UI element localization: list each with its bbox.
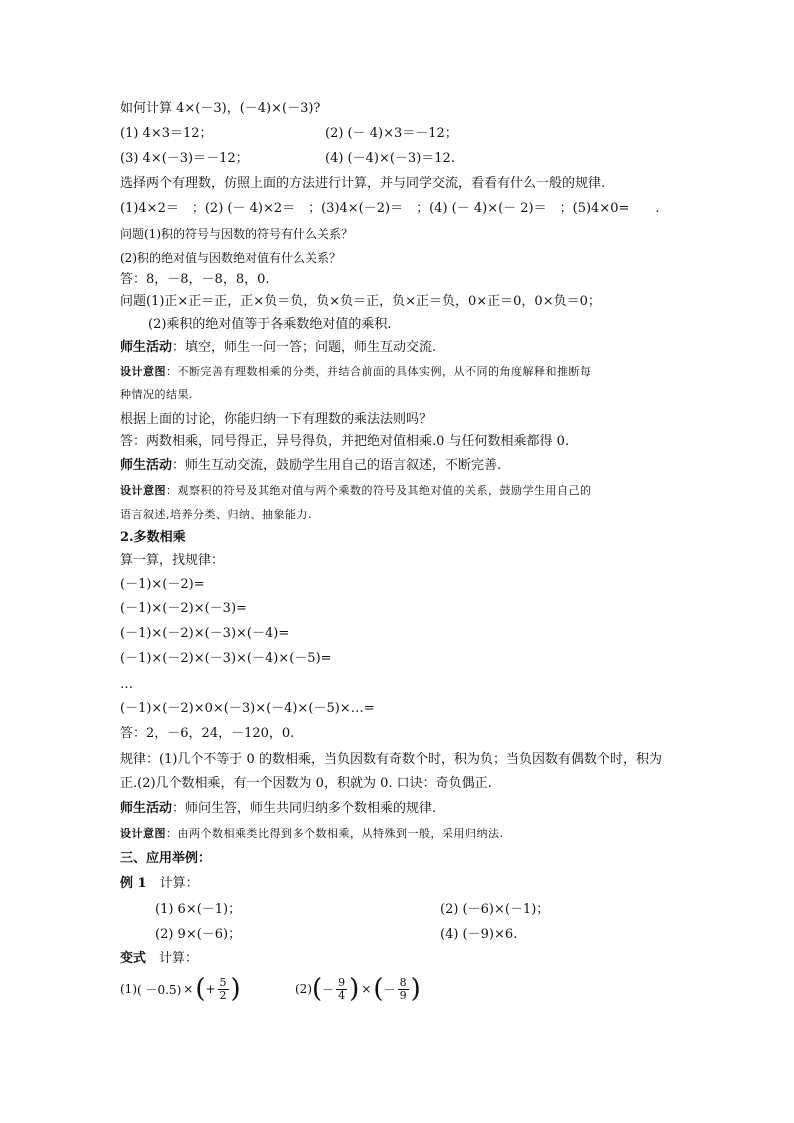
question-how-to-compute: 如何计算 4×(－3)，(－4)×(－3)? [120, 101, 321, 116]
expr-factor: ( －0.5) [137, 982, 182, 997]
numerator: 9 [338, 975, 346, 989]
teacher-student-activity-1 [120, 339, 436, 357]
example-item-1: (1) 6×(－1)； [155, 902, 242, 917]
example-item-2: (2) (－6)×(－1)； [440, 902, 550, 917]
answer-products: 答：2，－6，24，－120，0. [120, 726, 295, 741]
section-heading-application: 三、应用举例： [120, 851, 212, 866]
intent-label: 设计意图 [120, 484, 166, 497]
teacher-student-activity-2 [120, 457, 501, 475]
numerator: 8 [399, 975, 407, 989]
fraction [398, 977, 409, 1002]
left-paren: ( [195, 974, 206, 1004]
pattern-rule-cont: 正.(2)几个数相乘，有一个因数为 0，积就为 0. 口诀：奇负偶正. [120, 776, 492, 791]
times-sign: × [183, 982, 194, 996]
denominator: 9 [399, 988, 407, 1002]
example-text: 计算： [146, 876, 199, 891]
example-eq-2: (2) (－ 4)×3＝－12； [325, 126, 458, 141]
denominator: 2 [219, 988, 227, 1002]
intent-text: ：观察积的符号及其绝对值与两个乘数的符号及其绝对值的关系，鼓励学生用自己的 [166, 484, 592, 497]
example-item-3: (2) 9×(－6)； [155, 927, 242, 942]
intent-text: ：由两个数相乘类比得到多个数相乘，从特殊到一般，采用归纳法. [166, 827, 504, 840]
variant-expression-2 [295, 976, 421, 1002]
design-intent-2 [120, 482, 592, 500]
right-paren: ) [230, 974, 241, 1004]
times-sign: × [361, 982, 372, 996]
example-1-heading [120, 875, 199, 893]
right-paren: ) [349, 974, 360, 1004]
question-sign: 问题(1)积的符号与因数的符号有什么关系？ [120, 227, 353, 241]
variant-heading [120, 950, 198, 968]
numerator: 5 [219, 975, 227, 989]
expr-sign: + [205, 982, 216, 996]
fraction [336, 977, 347, 1002]
intent-label: 设计意图 [120, 827, 166, 840]
example-eq-1: (1) 4×3＝12； [120, 126, 213, 141]
product-line-1: (－1)×(－2)= [120, 577, 205, 592]
activity-text: ：师生互动交流，鼓励学生用自己的语言叙述，不断完善. [172, 458, 502, 473]
denominator: 4 [338, 988, 346, 1002]
intent-text: ：不断完善有理数相乘的分类，并结合前面的具体实例，从不同的角度解释和推断每 [166, 365, 592, 378]
activity-label: 师生活动 [120, 458, 173, 473]
activity-label: 师生活动 [120, 801, 173, 816]
product-line-3: (－1)×(－2)×(－3)×(－4)= [120, 626, 290, 641]
design-intent-3 [120, 825, 504, 843]
answer-multiplication-rule: 答：两数相乘，同号得正，异号得负，并把绝对值相乘.0 与任何数相乘都得 0. [120, 434, 570, 449]
activity-text: ：师问生答，师生共同归纳多个数相乘的规律. [172, 801, 437, 816]
choose-two-numbers: 选择两个有理数，仿照上面的方法进行计算，并与同学交流，看看有什么一般的规律. [120, 176, 606, 191]
fraction [218, 977, 229, 1002]
expr-prefix: (2) [295, 982, 312, 996]
design-intent-1 [120, 363, 592, 381]
variant-text: 计算： [146, 951, 199, 966]
product-line-2: (－1)×(－2)×(－3)= [120, 601, 247, 616]
activity-text: ：填空，师生一问一答；问题，师生互动交流. [172, 340, 437, 355]
design-intent-1-cont: 种情况的结果. [120, 388, 193, 401]
left-paren: ( [312, 974, 323, 1004]
example-eq-4: (4) (－4)×(－3)＝12. [325, 151, 455, 166]
pattern-rule: 规律：(1)几个不等于 0 的数相乘，当负因数有奇数个时，积为负；当负因数有偶数个时，积为 [120, 752, 662, 767]
issue-sign-rules: 问题(1)正×正＝正，正×负＝负，负×负＝正，负×正＝负，0×正＝0，0×负＝0； [120, 294, 601, 309]
intent-label: 设计意图 [120, 365, 166, 378]
example-item-4: (4) (－9)×6. [440, 927, 518, 942]
variant-expression-1 [120, 976, 241, 1002]
example-label: 例 1 [120, 876, 147, 891]
issue-absolute-rule: (2)乘积的绝对值等于各乘数绝对值的乘积. [148, 317, 392, 332]
variant-label: 变式 [120, 951, 147, 966]
expr-prefix: (1) [120, 982, 137, 996]
calc-find-pattern: 算一算，找规律： [120, 553, 225, 568]
answer-values: 答：8，－8，－8，8，0. [120, 272, 270, 287]
design-intent-2-cont: 语言叙述,培养分类、归纳、抽象能力. [120, 508, 312, 521]
activity-label: 师生活动 [120, 340, 173, 355]
question-absolute: (2)积的绝对值与因数绝对值有什么关系？ [120, 251, 341, 265]
fill-in-blanks: (1)4×2＝ ；(2) (－ 4)×2＝ ；(3)4×(－2)＝ ；(4) (－ 4)×(－ 2)＝ ；(5)4×0= . [120, 201, 660, 216]
expr-sign: － [383, 982, 396, 997]
expr-sign: － [322, 982, 335, 997]
example-eq-3: (3) 4×(－3)＝－12； [120, 151, 249, 166]
right-paren: ) [410, 974, 421, 1004]
teacher-student-activity-3 [120, 800, 436, 818]
ellipsis: … [120, 677, 133, 692]
section-heading-multi-multiply: 2.多数相乘 [120, 530, 186, 545]
left-paren: ( [373, 974, 384, 1004]
product-line-4: (－1)×(－2)×(－3)×(－4)×(－5)= [120, 651, 332, 666]
summarize-question: 根据上面的讨论，你能归纳一下有理数的乘法法则吗？ [120, 412, 433, 427]
product-line-5: (－1)×(－2)×0×(－3)×(－4)×(－5)×…= [120, 701, 375, 716]
